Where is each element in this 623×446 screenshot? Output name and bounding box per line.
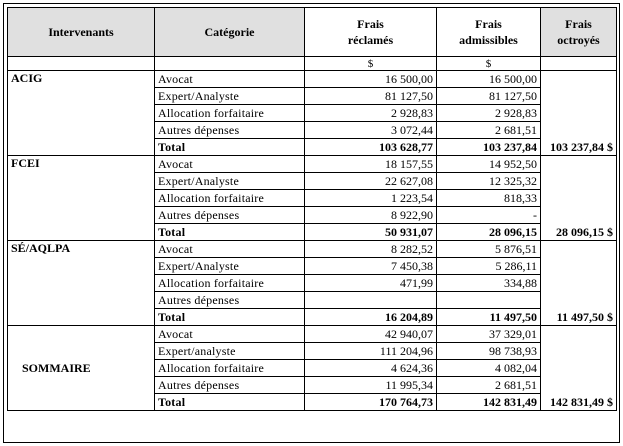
category-cell: Avocat	[155, 241, 305, 258]
header-row	[8, 8, 617, 57]
total-claimed: 16 204,89	[305, 309, 437, 326]
total-claimed: 50 931,07	[305, 224, 437, 241]
category-cell: Autres dépenses	[155, 122, 305, 139]
category-cell: Allocation forfaitaire	[155, 275, 305, 292]
admissible-cell: 16 500,00	[437, 71, 541, 88]
claimed-cell: 42 940,07	[305, 326, 437, 343]
admissible-cell	[437, 292, 541, 309]
claimed-cell: 8 922,90	[305, 207, 437, 224]
total-admissible: 11 497,50	[437, 309, 541, 326]
admissible-cell: 98 738,93	[437, 343, 541, 360]
header-granted: Frais octroyés	[541, 8, 617, 57]
admissible-cell: 4 082,04	[437, 360, 541, 377]
claimed-cell	[305, 292, 437, 309]
table-row	[8, 156, 617, 173]
claimed-cell: 18 157,55	[305, 156, 437, 173]
admissible-cell: 14 952,50	[437, 156, 541, 173]
admissible-cell: 12 325,32	[437, 173, 541, 190]
participant-name: SOMMAIRE	[8, 326, 155, 411]
admissible-cell: 2 681,51	[437, 122, 541, 139]
category-cell: Allocation forfaitaire	[155, 105, 305, 122]
claimed-cell: 8 282,52	[305, 241, 437, 258]
total-admissible: 28 096,15	[437, 224, 541, 241]
table-row	[8, 71, 617, 88]
unit-cell-empty	[155, 57, 305, 71]
admissible-cell: 334,88	[437, 275, 541, 292]
header-admissible: Frais admissibles	[437, 8, 541, 57]
admissible-cell: 5 876,51	[437, 241, 541, 258]
claimed-cell: 16 500,00	[305, 71, 437, 88]
header-participants: Intervenants	[8, 8, 155, 57]
total-label: Total	[155, 394, 305, 411]
unit-admissible: $	[437, 57, 541, 71]
claimed-cell: 81 127,50	[305, 88, 437, 105]
total-label: Total	[155, 139, 305, 156]
header-claimed: Frais réclamés	[305, 8, 437, 57]
admissible-cell: 5 286,11	[437, 258, 541, 275]
participant-name: FCEI	[8, 156, 155, 241]
category-cell: Expert/Analyste	[155, 88, 305, 105]
admissible-cell: 818,33	[437, 190, 541, 207]
category-cell: Autres dépenses	[155, 207, 305, 224]
claimed-cell: 3 072,44	[305, 122, 437, 139]
header-category: Catégorie	[155, 8, 305, 57]
participant-name: SÉ/AQLPA	[8, 241, 155, 326]
category-cell: Autres dépenses	[155, 377, 305, 394]
claimed-cell: 7 450,38	[305, 258, 437, 275]
granted-amount: 11 497,50 $	[541, 241, 617, 326]
claimed-cell: 22 627,08	[305, 173, 437, 190]
claimed-cell: 4 624,36	[305, 360, 437, 377]
admissible-cell: 81 127,50	[437, 88, 541, 105]
total-claimed: 170 764,73	[305, 394, 437, 411]
admissible-cell: -	[437, 207, 541, 224]
granted-amount: 103 237,84 $	[541, 71, 617, 156]
admissible-cell: 2 928,83	[437, 105, 541, 122]
unit-cell-empty	[8, 57, 155, 71]
total-admissible: 142 831,49	[437, 394, 541, 411]
claimed-cell: 2 928,83	[305, 105, 437, 122]
table-row	[8, 241, 617, 258]
claimed-cell: 1 223,54	[305, 190, 437, 207]
granted-amount: 28 096,15 $	[541, 156, 617, 241]
total-label: Total	[155, 309, 305, 326]
category-cell: Expert/Analyste	[155, 258, 305, 275]
fees-table	[7, 7, 617, 411]
admissible-cell: 37 329,01	[437, 326, 541, 343]
category-cell: Autres dépenses	[155, 292, 305, 309]
category-cell: Expert/analyste	[155, 343, 305, 360]
admissible-cell: 2 681,51	[437, 377, 541, 394]
total-admissible: 103 237,84	[437, 139, 541, 156]
category-cell: Avocat	[155, 156, 305, 173]
total-label: Total	[155, 224, 305, 241]
claimed-cell: 471,99	[305, 275, 437, 292]
unit-claimed: $	[305, 57, 437, 71]
unit-row	[8, 57, 617, 71]
participant-name: ACIG	[8, 71, 155, 156]
granted-amount: 142 831,49 $	[541, 326, 617, 411]
unit-cell-empty	[541, 57, 617, 71]
claimed-cell: 111 204,96	[305, 343, 437, 360]
category-cell: Avocat	[155, 71, 305, 88]
category-cell: Avocat	[155, 326, 305, 343]
table-row	[8, 326, 617, 343]
total-claimed: 103 628,77	[305, 139, 437, 156]
category-cell: Allocation forfaitaire	[155, 190, 305, 207]
category-cell: Expert/Analyste	[155, 173, 305, 190]
category-cell: Allocation forfaitaire	[155, 360, 305, 377]
claimed-cell: 11 995,34	[305, 377, 437, 394]
